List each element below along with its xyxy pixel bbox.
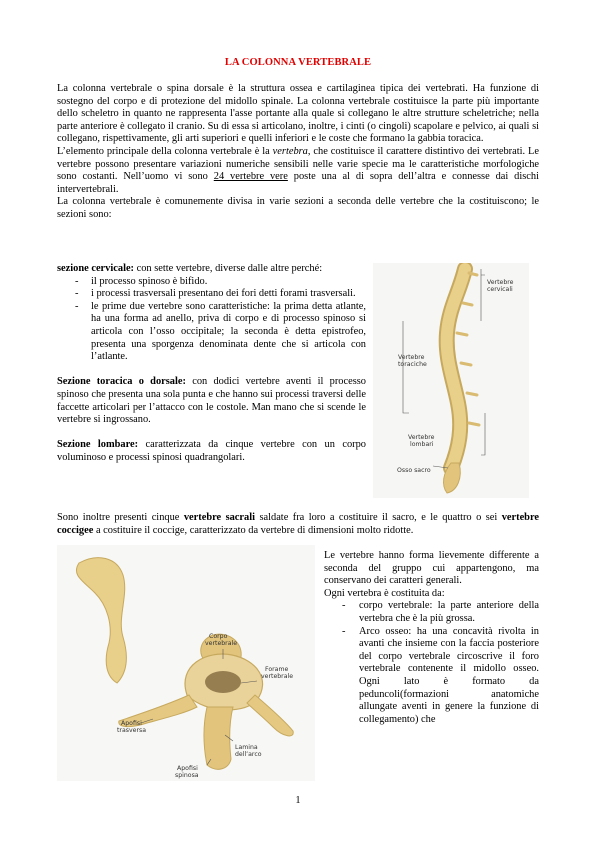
cervical-paragraph	[57, 263, 366, 276]
list-item-text: il processo spinoso è bifido.	[91, 275, 208, 287]
emphasis-vertebra: vertebra	[272, 145, 308, 157]
sacral-text	[57, 512, 539, 537]
list-item-text: le prime due vertebre sono caratteristiche: la prima detta atlante, ha una forma ad anello, priva di corpo e di processo spinoso si articola con l’osso occipitale; la seconda è detta epistrofeo, presenta una sporgenza denominata dente che si articola con l’atlante.	[91, 300, 366, 363]
lumbar-heading: Sezione lombare:	[57, 439, 139, 451]
text-run: saldate fra loro a costituire il sacro, e le quattro o sei	[255, 512, 502, 523]
list-item: - i processi trasversali presentano dei fori detti forami trasversali.	[75, 288, 356, 300]
sections-column	[57, 263, 366, 465]
list-item: - corpo vertebrale: la parte anteriore della vertebra che è la più grossa.	[342, 600, 539, 624]
label-cervical: Vertebre	[487, 279, 514, 286]
thoracic-heading: Sezione toracica o dorsale:	[57, 376, 186, 388]
label-foramen-line2: vertebrale	[261, 673, 294, 680]
label-lumbar: Vertebre	[408, 434, 435, 441]
vertebra-drawing	[76, 558, 293, 770]
vertebra-parts-list	[324, 600, 539, 726]
label-body: Corpo	[209, 633, 228, 640]
list-item-text: i processi trasversali presentano dei fori detti forami trasversali.	[91, 288, 356, 300]
label-spinous: Apofisi	[177, 765, 198, 772]
text-run: poste una al di sopra dell’altra e connesse dai dischi intervertebrali.	[57, 171, 540, 195]
label-spinous-line2: spinosa	[175, 772, 199, 779]
list-item: - il processo spinoso è bifido.	[75, 275, 208, 287]
label-lamina-line2: dell’arco	[235, 751, 262, 758]
thoracic-paragraph	[57, 376, 366, 426]
label-lumbar-line2: lombari	[410, 441, 434, 448]
label-transverse: Apofisi	[121, 720, 142, 727]
label-foramen: Forame	[265, 666, 289, 673]
text-run: L’elemento principale della colonna vertebrale è la	[57, 145, 273, 157]
text-run: Sono inoltre presenti cinque	[57, 512, 184, 523]
sacral-term: vertebre sacrali	[183, 512, 256, 523]
cervical-text: con sette vertebre, diverse dalle altre perché:	[134, 263, 323, 274]
label-sacrum: Osso sacro	[397, 467, 431, 474]
vertebra-figure	[57, 545, 315, 781]
cervical-list	[57, 276, 366, 364]
spine-illustration	[373, 263, 529, 498]
sacral-paragraph	[57, 512, 539, 537]
coccygeal-term: vertebre coccigee	[57, 512, 539, 536]
label-transverse-line2: trasversa	[117, 727, 147, 734]
text-run: a costituire il coccige, caratterizzato da vertebre di dimensioni molto ridotte.	[93, 524, 414, 536]
intro-paragraph-1: La colonna vertebrale o spina dorsale è la struttura ossea e cartilaginea tipica dei vertebrati. Ha funzione di sostegno del corpo e di protezione del midollo spinale. La colonna vertebrale costituisce la parte più importante dello scheletro in quanto ne rappresenta l'asse portante alla quale si collegano le altre strutture scheletriche; nella parte anteriore è collegato il cranio. Su di essa si articolano, inoltre, i cinti (o cingoli) scapolare e pelvico, ai quali si collegano, rispettivamente, gli arti superiori e quelli inferiori e le coste che formano la gabbia toracica.	[57, 83, 539, 145]
label-thoracic: Vertebre	[398, 354, 425, 361]
page-title: LA COLONNA VERTEBRALE	[224, 57, 372, 68]
label-body-line2: vertebrale	[205, 640, 238, 647]
spine-figure	[373, 263, 529, 498]
label-thoracic-line2: toraciche	[398, 361, 427, 368]
spine-drawing	[444, 269, 479, 493]
vertebra-illustration	[57, 545, 315, 781]
thoracic-text: con dodici vertebre aventi il processo spinoso che presenta una sola punta e che hanno sui processi traversi delle faccette articolari per l’attacco con le costole. Man mano che si scende le vertebre si ingrossano.	[57, 376, 366, 426]
cervical-heading: sezione cervicale:	[57, 263, 135, 274]
underlined-count: 24 vertebre vere	[213, 171, 288, 183]
intro-paragraph-3: La colonna vertebrale è comunemente divisa in varie sezioni a seconda delle vertebre che la costituiscono; le sezioni sono:	[57, 196, 539, 220]
intro-paragraph-2	[57, 146, 539, 196]
list-item-text: corpo vertebrale: la parte anteriore della vertebra che è la più grossa.	[359, 600, 539, 624]
intro-section	[57, 83, 539, 222]
page-number: 1	[295, 795, 301, 806]
list-item: - le prime due vertebre sono caratteristiche: la prima detta atlante, ha una forma ad anello, priva di corpo e di processo spinoso si articola con l’osso occipitale; la seconda è detta epistrofeo, presenta una sporgenza denominata dente che si articola con l’atlante.	[75, 300, 366, 363]
lumbar-paragraph	[57, 439, 366, 464]
list-item: - Arco osseo: ha una concavità rivolta in avanti che insieme con la faccia posteriore del corpo vertebrale circoscrive il foro vertebrale contenente il midollo osseo. Ogni lato è formato da peduncoli(formazioni anatomiche allungate aventi in genere la funzione di collegamento) che	[342, 625, 539, 725]
label-cervical-line2: cervicali	[487, 286, 513, 293]
text-run: , che costituisce il carattere distintivo dei vertebrati. Le vertebre possono presentare variazioni numeriche sensibili nelle varie specie ma le caratteristiche morfologiche sono costanti. Nell’uomo vi sono	[57, 145, 539, 183]
vertebra-text-column	[324, 550, 539, 726]
vertebra-paragraph-1: Le vertebre hanno forma lievemente differente a seconda del gruppo cui appartengono, ma conservano dei caratteri generali.	[324, 550, 539, 587]
list-item-text: Arco osseo: ha una concavità rivolta in avanti che insieme con la faccia posteriore del corpo vertebrale circoscrive il foro vertebrale contenente il midollo osseo. Ogni lato è formato da peduncoli(formazioni anatomiche allungate aventi in genere la funzione di collegamento) che	[359, 625, 539, 725]
vertebra-paragraph-2: Ogni vertebra è costituita da:	[324, 587, 445, 599]
lumbar-text: caratterizzata da cinque vertebre con un corpo voluminoso e processi spinosi quadrangolari.	[57, 439, 366, 463]
label-lamina: Lamina	[235, 744, 258, 751]
